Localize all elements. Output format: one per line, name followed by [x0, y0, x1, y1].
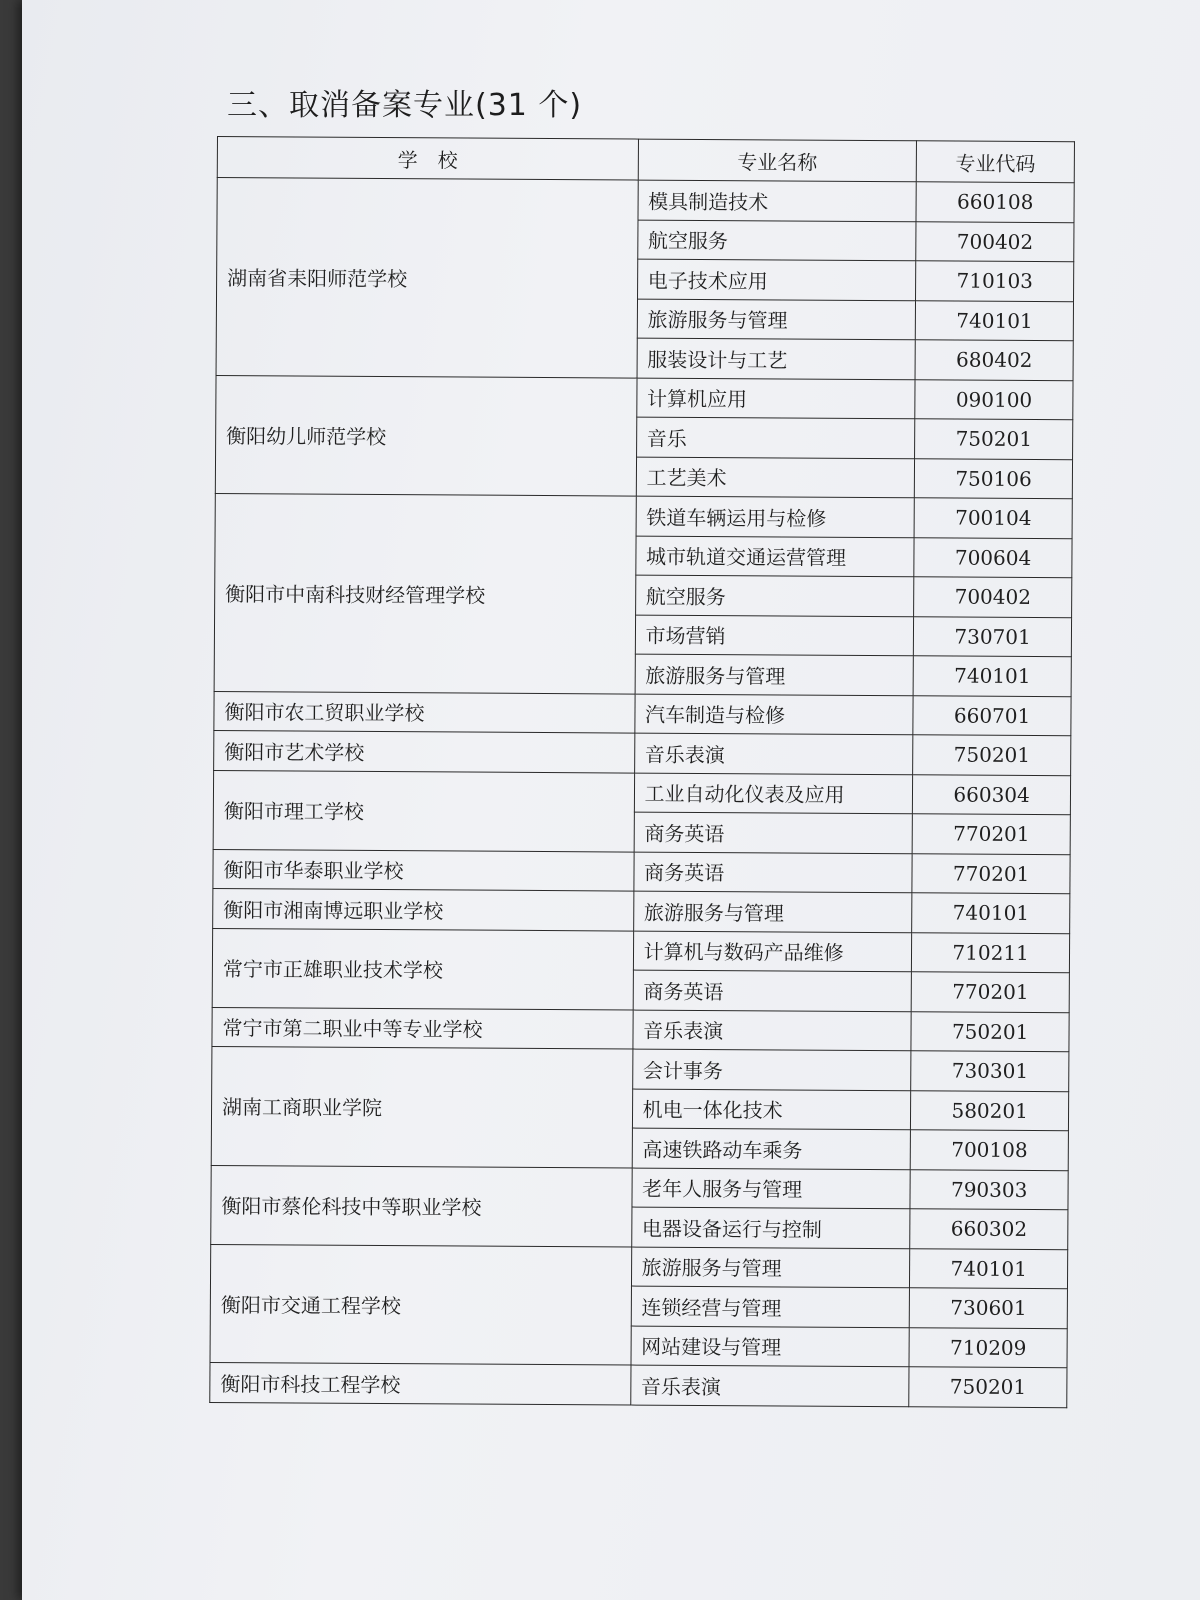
- major-code-cell: 770201: [912, 814, 1070, 854]
- header-code: 专业代码: [916, 141, 1074, 183]
- major-code-cell: 710211: [912, 932, 1070, 972]
- major-code-cell: 700402: [914, 577, 1072, 617]
- school-cell: 常宁市正雄职业技术学校: [212, 928, 633, 1010]
- school-cell: 湖南工商职业学院: [211, 1046, 632, 1167]
- major-name-cell: 音乐: [636, 417, 915, 458]
- major-code-cell: 730301: [911, 1051, 1069, 1091]
- major-name-cell: 会计事务: [632, 1049, 911, 1090]
- major-name-cell: 电器设备运行与控制: [631, 1207, 910, 1248]
- major-code-cell: 700604: [914, 537, 1072, 577]
- major-name-cell: 电子技术应用: [637, 259, 916, 300]
- school-cell: 衡阳市湘南博远职业学校: [213, 888, 634, 930]
- major-name-cell: 网站建设与管理: [631, 1326, 910, 1367]
- school-cell: 衡阳市艺术学校: [214, 730, 635, 772]
- major-name-cell: 音乐表演: [634, 733, 913, 774]
- major-code-cell: 750201: [911, 1011, 1069, 1051]
- table-row: [210, 1244, 1067, 1289]
- table-row: [211, 1165, 1068, 1210]
- table-row: [212, 928, 1069, 973]
- major-name-cell: 汽车制造与检修: [634, 694, 913, 735]
- major-name-cell: 连锁经营与管理: [631, 1286, 910, 1327]
- major-name-cell: 商务英语: [634, 852, 913, 893]
- major-name-cell: 音乐表演: [630, 1365, 909, 1406]
- major-code-cell: 660302: [910, 1209, 1068, 1249]
- major-name-cell: 航空服务: [637, 220, 916, 261]
- major-code-cell: 770201: [912, 853, 1070, 893]
- major-name-cell: 城市轨道交通运营管理: [635, 536, 914, 577]
- table-row: [213, 888, 1070, 933]
- table-row: [216, 375, 1073, 420]
- school-cell: 衡阳市蔡伦科技中等职业学校: [211, 1165, 632, 1247]
- major-code-cell: 750201: [913, 735, 1071, 775]
- school-cell: 衡阳市交通工程学校: [210, 1244, 631, 1365]
- major-name-cell: 音乐表演: [633, 1010, 912, 1051]
- major-code-cell: 750201: [915, 419, 1073, 459]
- document-page: [22, 0, 1200, 1600]
- major-name-cell: 计算机与数码产品维修: [633, 931, 912, 972]
- major-name-cell: 模具制造技术: [638, 180, 917, 221]
- major-code-cell: 740101: [916, 300, 1074, 340]
- major-name-cell: 商务英语: [633, 970, 912, 1011]
- major-code-cell: 740101: [913, 656, 1071, 696]
- major-code-cell: 710103: [916, 261, 1074, 301]
- table-row: [215, 493, 1072, 538]
- school-cell: 常宁市第二职业中等专业学校: [212, 1007, 633, 1049]
- table-row: [214, 730, 1071, 775]
- table-row: [212, 1046, 1069, 1091]
- table-row: [214, 691, 1071, 736]
- major-code-cell: 770201: [911, 972, 1069, 1012]
- major-name-cell: 旅游服务与管理: [633, 891, 912, 932]
- school-cell: 衡阳市农工贸职业学校: [214, 691, 635, 733]
- school-cell: 衡阳市理工学校: [213, 770, 634, 852]
- major-name-cell: 计算机应用: [636, 378, 915, 419]
- major-name-cell: 航空服务: [635, 575, 914, 616]
- major-code-cell: 660304: [913, 774, 1071, 814]
- major-code-cell: 680402: [915, 340, 1073, 380]
- major-name-cell: 服装设计与工艺: [637, 338, 916, 379]
- major-name-cell: 高速铁路动车乘务: [632, 1128, 911, 1169]
- major-code-cell: 740101: [910, 1248, 1068, 1288]
- table-row: [213, 849, 1070, 894]
- school-cell: 湖南省耒阳师范学校: [216, 178, 638, 378]
- major-name-cell: 市场营销: [635, 615, 914, 656]
- major-code-cell: 710209: [909, 1327, 1067, 1367]
- major-name-cell: 机电一体化技术: [632, 1089, 911, 1130]
- major-code-cell: 660701: [913, 695, 1071, 735]
- major-name-cell: 旅游服务与管理: [637, 299, 916, 340]
- major-code-cell: 750106: [915, 458, 1073, 498]
- major-code-cell: 700108: [910, 1130, 1068, 1170]
- table-row: [212, 1007, 1069, 1052]
- major-code-cell: 090100: [915, 379, 1073, 419]
- major-code-cell: 700402: [916, 221, 1074, 261]
- table-row: [213, 770, 1070, 815]
- major-code-cell: 740101: [912, 893, 1070, 933]
- major-code-cell: 580201: [911, 1090, 1069, 1130]
- major-name-cell: 工业自动化仪表及应用: [634, 773, 913, 814]
- major-name-cell: 商务英语: [634, 812, 913, 853]
- table-row: [210, 1362, 1067, 1407]
- major-name-cell: 工艺美术: [636, 457, 915, 498]
- school-cell: 衡阳幼儿师范学校: [215, 375, 636, 496]
- table-body: [210, 178, 1074, 1408]
- major-name-cell: 旅游服务与管理: [635, 654, 914, 695]
- section-heading: 三、取消备案专业(31 个): [227, 88, 583, 123]
- major-name-cell: 老年人服务与管理: [632, 1168, 911, 1209]
- major-code-cell: 660108: [916, 182, 1074, 222]
- major-code-cell: 790303: [910, 1169, 1068, 1209]
- table-row: [217, 178, 1074, 223]
- major-name-cell: 旅游服务与管理: [631, 1247, 910, 1288]
- school-cell: 衡阳市中南科技财经管理学校: [214, 493, 636, 693]
- cancelled-majors-table: [209, 136, 1075, 1408]
- major-name-cell: 铁道车辆运用与检修: [636, 496, 915, 537]
- major-code-cell: 730701: [914, 616, 1072, 656]
- major-code-cell: 730601: [910, 1288, 1068, 1328]
- header-school: 学 校: [217, 137, 638, 181]
- major-code-cell: 750201: [909, 1367, 1067, 1407]
- school-cell: 衡阳市科技工程学校: [210, 1362, 631, 1404]
- table-header-row: [217, 137, 1074, 183]
- school-cell: 衡阳市华泰职业学校: [213, 849, 634, 891]
- major-code-cell: 700104: [914, 498, 1072, 538]
- header-major: 专业名称: [638, 139, 917, 182]
